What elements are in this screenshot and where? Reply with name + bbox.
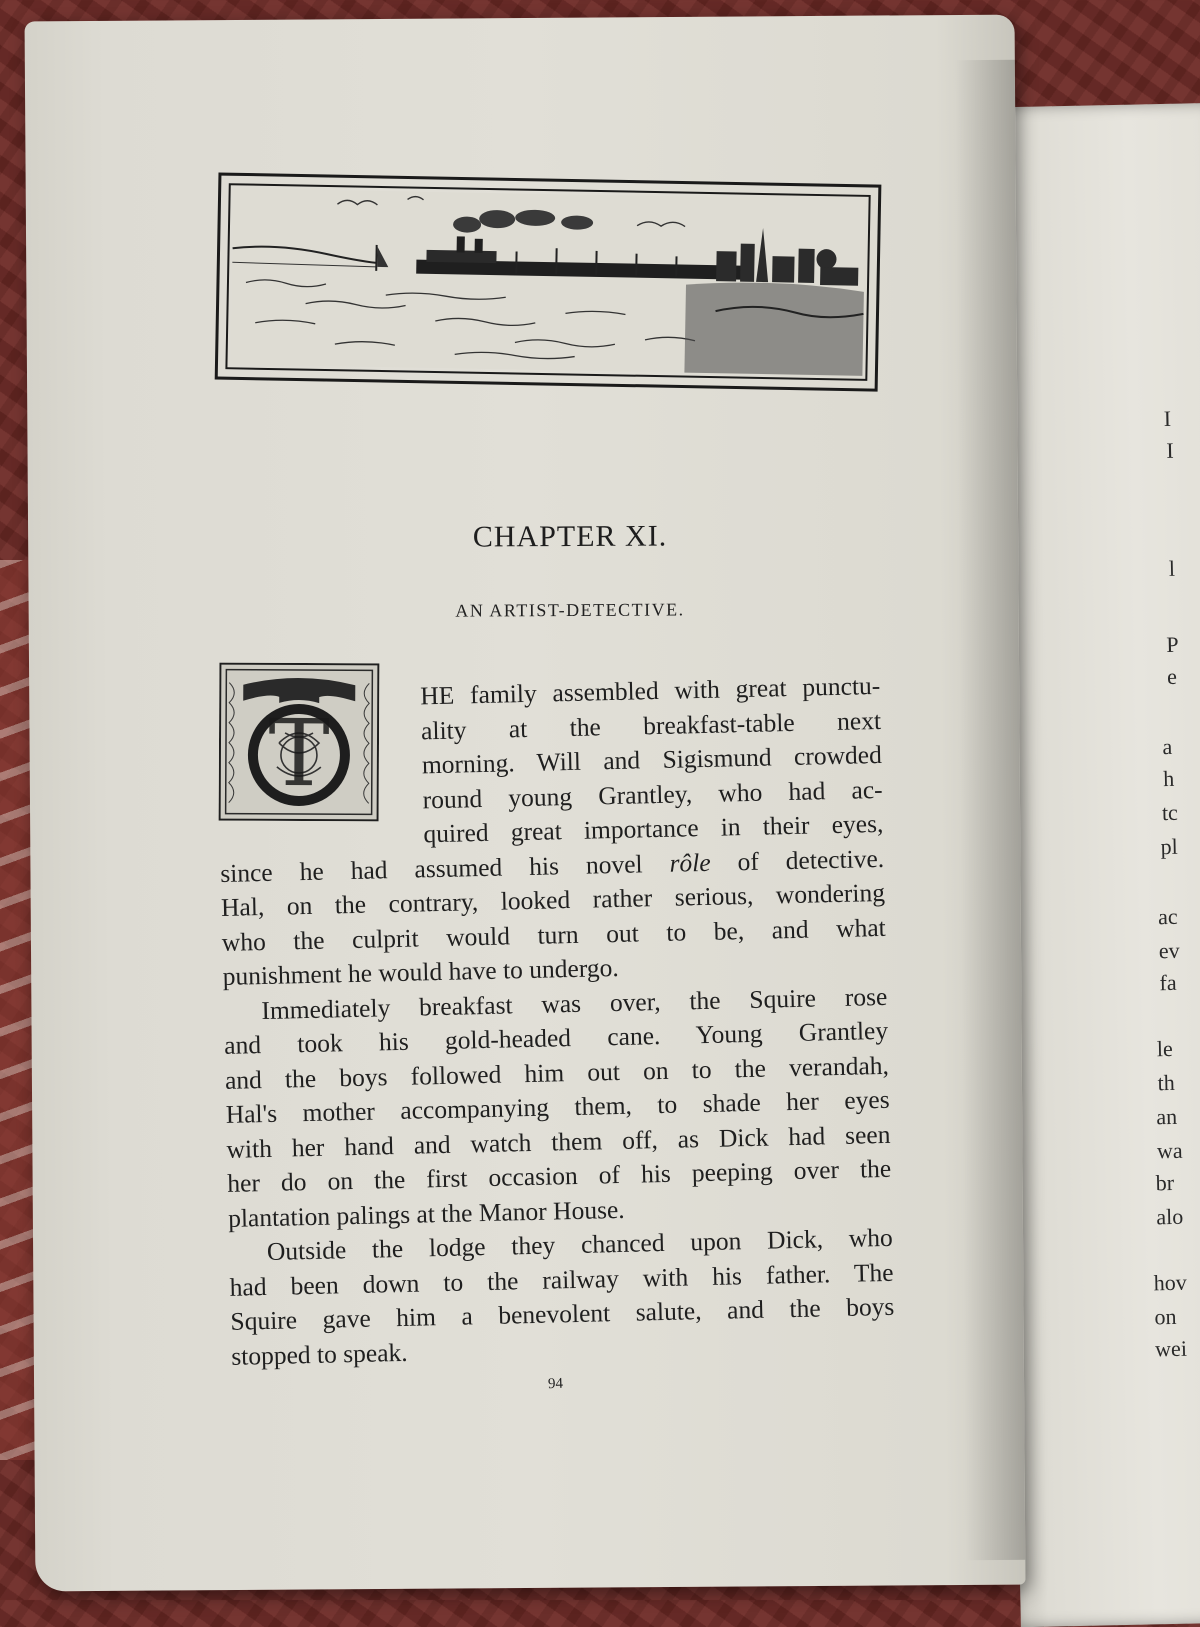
text-line: ality at the breakfast-table next bbox=[421, 703, 882, 748]
right-page-fragment: br bbox=[1155, 1170, 1174, 1196]
text-line: with her hand and watch them off, as Dick had seen bbox=[226, 1117, 891, 1167]
right-page-fragment: a bbox=[1162, 734, 1172, 760]
chapter-subtitle: AN ARTIST-DETECTIVE. bbox=[400, 599, 740, 622]
chapter-body bbox=[216, 669, 895, 1374]
right-page-fragment: P bbox=[1166, 632, 1179, 658]
text-line: and took his gold-headed cane. Young Grantley bbox=[224, 1014, 889, 1064]
page-number: 94 bbox=[548, 1376, 564, 1394]
right-page-fragment: h bbox=[1163, 766, 1175, 792]
text-line: punishment he would have to undergo. bbox=[222, 945, 887, 995]
text-line: round young Grantley, who had ac- bbox=[422, 772, 883, 817]
text-line: Hal, on the contrary, looked rather serious, wondering bbox=[221, 876, 886, 926]
text-line: and the boys followed him out on to the verandah, bbox=[225, 1048, 890, 1098]
right-page-fragment: e bbox=[1167, 664, 1177, 690]
right-page-fragment: I bbox=[1166, 438, 1174, 464]
right-page-fragment: on bbox=[1154, 1304, 1177, 1330]
italic-word: rôle bbox=[669, 847, 711, 877]
chapter-title: CHAPTER XI. bbox=[440, 519, 700, 554]
text-line: quired great importance in their eyes, bbox=[423, 807, 884, 852]
gutter-shadow bbox=[955, 60, 1025, 1560]
text-line: her do on the first occasion of his peeping over the bbox=[227, 1152, 892, 1202]
text-line: morning. Will and Sigismund crowded bbox=[422, 738, 883, 783]
text-line: who the culprit would turn out to be, and what bbox=[221, 910, 886, 960]
right-page-fragment: hov bbox=[1153, 1270, 1187, 1297]
text-line: plantation palings at the Manor House. bbox=[228, 1186, 893, 1236]
right-page-fragment: tc bbox=[1162, 800, 1178, 826]
right-page-fragment: th bbox=[1157, 1070, 1175, 1096]
text-line: stopped to speak. bbox=[231, 1324, 896, 1374]
text-line: Squire gave him a benevolent salute, and the boys bbox=[230, 1290, 895, 1340]
right-page-fragment: l bbox=[1169, 556, 1176, 582]
right-page-fragment: ac bbox=[1158, 904, 1178, 930]
headpiece-engraving bbox=[214, 172, 882, 392]
text-line: had been down to the railway with his father. The bbox=[229, 1255, 894, 1305]
right-page-fragment: alo bbox=[1156, 1204, 1183, 1231]
text-line: Hal's mother accompanying them, to shade her eyes bbox=[225, 1083, 890, 1133]
right-page-fragment: le bbox=[1157, 1036, 1173, 1062]
right-page-fragment: pl bbox=[1160, 834, 1178, 860]
text-line: Immediately breakfast was over, the Squire rose bbox=[223, 979, 888, 1029]
right-page-fragment: I bbox=[1163, 406, 1171, 432]
dropcap-letter: T bbox=[268, 700, 330, 807]
text-line: HE family assembled with great punctu- bbox=[420, 669, 881, 714]
right-page-fragment: fa bbox=[1159, 970, 1177, 996]
right-page-fragment: an bbox=[1156, 1104, 1177, 1130]
right-page-fragment: wei bbox=[1155, 1336, 1187, 1363]
right-page-fragment: wa bbox=[1157, 1138, 1183, 1165]
text-line: since he had assumed his novel rôle of detective. bbox=[220, 841, 885, 891]
text-line: Outside the lodge they chanced upon Dick, who bbox=[229, 1221, 894, 1271]
right-page-fragment: ev bbox=[1159, 938, 1180, 964]
